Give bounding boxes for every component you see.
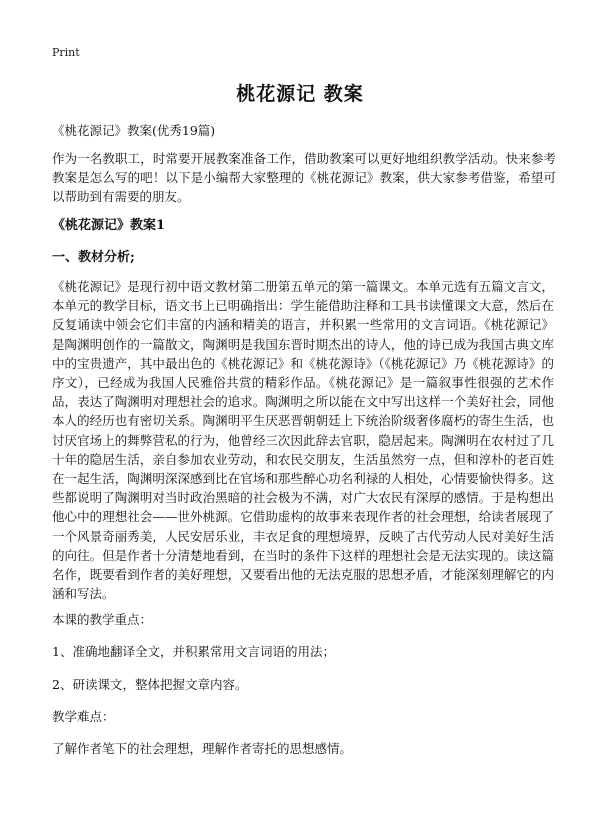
sub-heading: 一、教材分析; bbox=[52, 250, 135, 265]
teaching-difficulty-text: 了解作者笔下的社会理想，理解作者寄托的思想感情。 bbox=[52, 741, 353, 756]
analysis-paragraph: 《桃花源记》是现行初中语文教材第二册第五单元的第一篇课文。本单元选有五篇文言文，本单元的教学目标，语文书上已明确指出：学生能借助注释和工具书读懂课文大意，然后在反复诵读中领会它们丰富的内涵和精美的语言，并积累一些常用的文言词语。《桃花源记》是陶渊明创作的一篇散文，陶渊明是我国东晋时期杰出的诗人，他的诗已成为我国古典文库中的宝贵遗产，其中最出色的《桃花源记》和《桃花源诗》（《桃花源记》乃《桃花源诗》的序文），已经成为我国人民雅俗共赏的精彩作品。《桃花源记》是一篇叙事性很强的艺术作品，表达了陶渊明对理想社会的追求。陶渊明之所以能在文中写出这样一个美好社会，同他本人的经历也有密切关系。陶渊明平生厌恶晋朝朝廷上下统治阶级奢侈腐朽的寄生生活，也讨厌官场上的舞弊营私的行为，他曾经三次因此辞去官职，隐居起来。陶渊明在农村过了几十年的隐居生活，亲自参加农业劳动，和农民交朋友，生活虽然穷一点，但和淳朴的老百姓在一起生活，陶渊明深深感到比在官场和那些醉心功名利禄的人相处，心情要愉快得多。这些都说明了陶渊明对当时政治黑暗的社会极为不满，对广大农民有深厚的感情。于是构想出他心中的理想社会——世外桃源。它借助虚构的故事来表现作者的社会理想，给读者展现了一个风景奇丽秀美，人民安居乐业，丰衣足食的理想境界，反映了古代劳动人民对美好生活的向往。但是作者十分清楚地看到，在当时的条件下这样的理想社会是无法实现的。读这篇名作，既要看到作者的美好理想，又要看出他的无法克服的思想矛盾，才能深刻理解它的内涵和写法。 bbox=[52, 279, 554, 602]
teaching-focus-label: 本课的教学重点： bbox=[52, 612, 153, 627]
document-title: 桃花源记 教案 bbox=[236, 83, 364, 105]
teaching-difficulty-label: 教学难点： bbox=[52, 709, 115, 724]
focus-item-2: 2、研读课文，整体把握文章内容。 bbox=[52, 677, 248, 692]
print-label: Print bbox=[52, 46, 80, 59]
focus-item-1: 1、准确地翻译全文，并积累常用文言词语的用法； bbox=[52, 644, 335, 659]
document-subtitle: 《桃花源记》教案(优秀19篇) bbox=[52, 123, 216, 138]
section-heading: 《桃花源记》教案1 bbox=[52, 218, 166, 233]
intro-paragraph: 作为一名教职工，时常要开展教案准备工作，借助教案可以更好地组织教学活动。快来参考教案是怎么写的吧！以下是小编帮大家整理的《桃花源记》教案，供大家参考借鉴，希望可以帮助到有需要的朋友。 bbox=[52, 151, 556, 204]
